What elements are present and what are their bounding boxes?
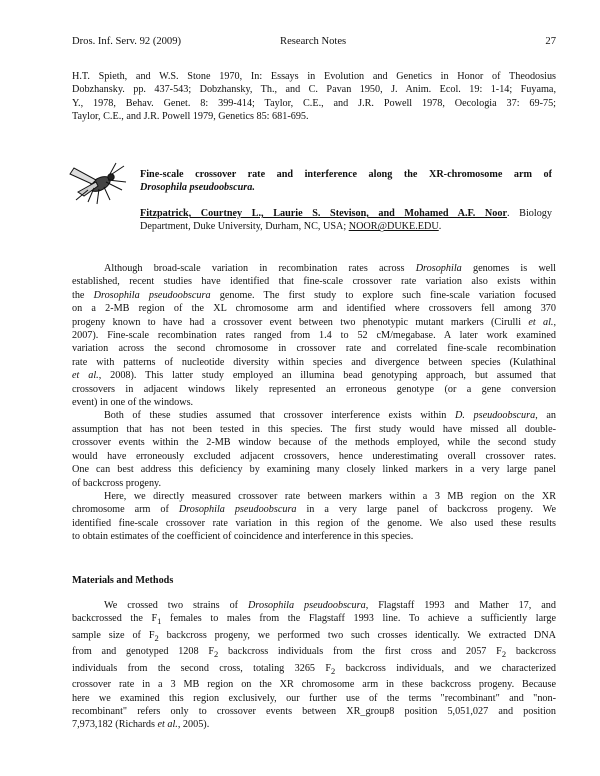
- text-line: crossover rate in a 3 MB region on the XR chromosome arm in these backcross progeny. Because: [72, 679, 556, 691]
- text-line: chromosome arm of: [72, 504, 179, 516]
- running-header: [72, 36, 556, 50]
- text-line: on a 2-MB region of the XL chromosome arm and identified where crossovers fell among 370: [72, 303, 556, 315]
- text-line: assumption that has not been tested in this species. The first study would have missed all double-: [72, 423, 556, 435]
- text-line: crossover events within the 2-MB window because of the methods employed, while the second study: [72, 437, 556, 449]
- text-line: , Flagstaff 1993 and Mather 17, and: [365, 600, 556, 611]
- text-line: backcross individuals from the first cross and 2057 F: [218, 646, 502, 658]
- text-line: One can best address this deficiency by examining many closely linked markers in a very large panel: [72, 464, 556, 476]
- text-line: , 2005).: [177, 719, 210, 731]
- text-line: Here, we directly measured crossover rate between markers within a 3 MB region on the XR: [104, 490, 556, 502]
- subscript: 2: [154, 632, 159, 643]
- text-line: Although broad-scale variation in recombination rates across: [104, 263, 416, 274]
- author-names: Fitzpatrick, Courtney L., Laurie S. Stevison, and Mohamed A.F. Noor: [140, 208, 508, 219]
- text-line: variation across the second chromosome in crossover rate and correlated fine-scale recombination: [72, 343, 556, 355]
- text-line: recombinant" refers only to crossover events between XR_group8 position 5,051,027 and position: [72, 705, 556, 717]
- italic-text: et al.: [157, 719, 178, 731]
- references-continued: [72, 70, 556, 124]
- text-line: of backcross progeny.: [72, 477, 162, 489]
- text-line: in a very large panel of backcross progeny. We: [296, 504, 556, 516]
- subscript: 2: [331, 665, 336, 676]
- text-line: rate with patterns of nucleotide diversity within species and divergence between species (Kulathinal: [72, 356, 556, 368]
- text-line: individuals from the second cross, totaling 3265 F: [72, 662, 332, 674]
- species-name: Drosophila pseudoobscura.: [140, 182, 255, 194]
- italic-text: et al.: [72, 370, 99, 382]
- text-line: 2007). Fine-scale recombination rates ranged from 1.4 to 52 cM/megabase. A later work examined: [72, 330, 556, 342]
- text-line: progeny known to have had a crossover event between two phenotypic mutant markers (Cirulli: [72, 316, 529, 328]
- text-line: ,: [553, 316, 556, 328]
- text-line: , an: [535, 410, 556, 422]
- introduction: [72, 262, 556, 544]
- reference-line: H.T. Spieth, and W.S. Stone 1970, In: Essays in Evolution and Genetics in Honor of Theodosius: [72, 71, 556, 82]
- author-block: [140, 207, 552, 234]
- text-line: backcross: [506, 646, 556, 658]
- fly-illustration: [66, 160, 134, 206]
- text-line: sample size of F: [72, 629, 155, 641]
- text-line: established, recent studies have identified that fine-scale crossover rate variation also exists within: [72, 276, 556, 288]
- page-number: 27: [545, 36, 556, 47]
- text-line: event) in one of the windows.: [72, 397, 194, 409]
- reference-line: Dobzhansky. pp. 437-543; Dobzhansky, Th., and C. Pavan 1950, J. Anim. Ecol. 19: 1-14; Fuyama,: [72, 84, 556, 96]
- text-line: genomes is well: [461, 263, 556, 274]
- text-line: females to males from the Flagstaff 1993 line. To achieve a sufficiently large: [161, 613, 556, 625]
- italic-text: Drosophila pseudoobscura: [93, 289, 211, 301]
- subscript: 2: [214, 649, 219, 660]
- text-line: , 2008). This latter study employed an illumina bead genotyping approach, but assumed that: [98, 370, 556, 382]
- italic-text: Drosophila: [415, 263, 462, 274]
- text-line: Both of these studies assumed that crossover interference exists within: [104, 410, 455, 422]
- methods-paragraph: [72, 599, 556, 732]
- italic-text: Drosophila pseudoobscura: [248, 600, 366, 611]
- text-line: 7,973,182 (Richards: [72, 719, 158, 731]
- text-line: . Biology: [507, 208, 552, 219]
- section-heading: Materials and Methods: [72, 575, 174, 586]
- text-line: to obtain estimates of the coefficient of coincidence and interference in this species.: [72, 531, 414, 543]
- affiliation: Department, Duke University, Durham, NC, USA;: [140, 221, 349, 233]
- reference-line: Y., 1978, Behav. Genet. 8: 399-414; Taylor, C.E., and J.R. Powell 1978, Oecologia 37: 69-75;: [72, 97, 556, 109]
- subscript: 1: [157, 616, 162, 627]
- text-line: from and genotyped 1208 F: [72, 646, 214, 658]
- italic-text: Drosophila pseudoobscura: [178, 504, 297, 516]
- email-link[interactable]: NOOR@DUKE.EDU: [348, 221, 439, 233]
- text-line: backcrossed the F: [72, 613, 158, 625]
- text-line: We crossed two strains of: [104, 600, 249, 611]
- text-line: the: [72, 289, 94, 301]
- journal-citation: Dros. Inf. Serv. 92 (2009): [72, 36, 182, 47]
- text-line: backcross individuals, and we characterized: [335, 662, 556, 674]
- text-line: crossovers in adjacent windows likely represented an erroneous genotype (or a gene conversion: [72, 383, 556, 395]
- text-line: would have erroneously excluded adjacent crossovers, hence underestimating overall crossover rates.: [72, 450, 556, 462]
- text-line: here we examined this region exclusively, our further use of the terms "recombinant" and "non-: [72, 692, 556, 704]
- italic-text: et al.: [528, 316, 554, 328]
- text-line: backcross progeny, we performed two such crosses identically. We extracted DNA: [158, 629, 556, 641]
- article-title: [140, 168, 552, 195]
- text-line: identified fine-scale crossover rate variation in this region of the genome. We also used these results: [72, 517, 556, 529]
- subscript: 2: [501, 649, 507, 660]
- text-line: .: [438, 221, 442, 233]
- italic-text: D. pseudoobscura: [455, 410, 536, 422]
- section-label: Research Notes: [280, 36, 347, 47]
- text-line: genome. The first study to explore such fine-scale variation focused: [210, 289, 556, 301]
- reference-line: Taylor, C.E., and J.R. Powell 1979, Genetics 85: 681-695.: [72, 111, 309, 123]
- text-line: Fine-scale crossover rate and interference along the XR-chromosome arm of: [140, 169, 552, 180]
